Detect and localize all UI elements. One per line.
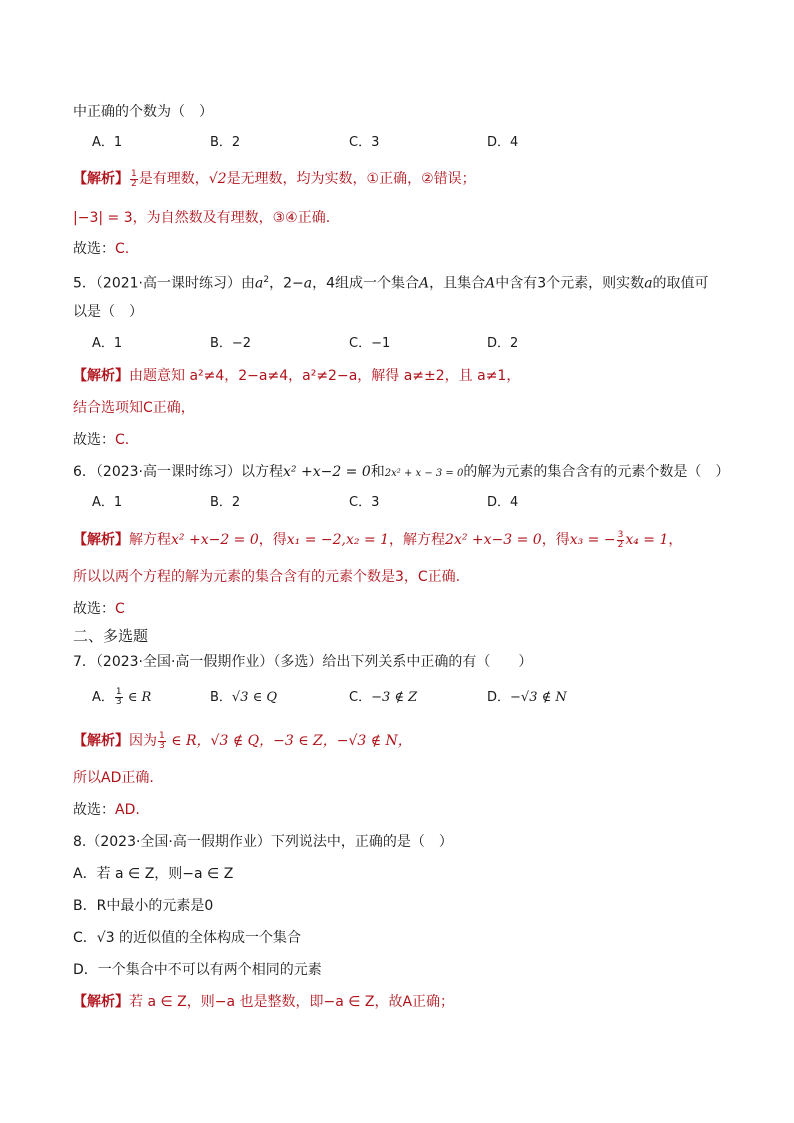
q4-option-c: C．3: [349, 135, 380, 150]
analysis-tag: 【解析】: [73, 532, 129, 548]
q7-option-c: C．−3 ∉ Z: [349, 690, 418, 705]
q7-analysis-line2: 所以AD正确.: [73, 770, 154, 786]
q8-analysis-line1: 【解析】若 a ∈ Z，则−a 也是整数，即−a ∈ Z，故A正确；: [73, 994, 455, 1010]
q5-analysis-line2: 结合选项知C正确，: [73, 400, 195, 416]
q4-option-d: D．4: [487, 135, 519, 150]
q5-option-c: C．−1: [349, 336, 391, 351]
q6-stem: 6．（2023·高一课时练习）以方程x² +x−2 = 0和2x² + x − 3 = 0的解为元素的集合含有的元素个数是（ ）: [73, 464, 730, 480]
q5-option-d: D．2: [487, 336, 519, 351]
q4-analysis-line2: |−3| = 3，为自然数及有理数，③④正确.: [73, 210, 331, 226]
q4-stem-tail: 中正确的个数为（ ）: [73, 104, 213, 120]
q7-analysis-line1: 【解析】因为 $\frac{1}{3}$ ∈ R，√3 ∉ Q，−3 ∈ Z，−√3 ∉ N，: [73, 730, 412, 751]
q7-option-a: A． $\frac{1}{3}$ ∈ R: [92, 687, 152, 707]
q6-option-b: B．2: [210, 495, 241, 510]
analysis-tag: 【解析】: [73, 171, 129, 187]
q7-option-d: D．−√3 ∉ N: [487, 690, 567, 705]
q4-option-b: B．2: [210, 135, 241, 150]
q4-analysis-line1: 【解析】 $\frac{1}{2}$ 是有理数，√2是无理数，均为实数，①正确，②错误；: [73, 168, 476, 189]
fraction-one-third: $\frac{1}{3}$: [159, 730, 165, 751]
q8-stem: 8.（2023·全国·高一假期作业）下列说法中，正确的是（ ）: [73, 834, 453, 850]
q7-answer: 故选：AD.: [73, 802, 140, 818]
q4-option-a: A．1: [92, 135, 123, 150]
q6-option-c: C．3: [349, 495, 380, 510]
q6-option-a: A．1: [92, 495, 123, 510]
q8-option-b: B．R中最小的元素是0: [73, 898, 214, 914]
q7-stem: 7．（2023·全国·高一假期作业）（多选）给出下列关系中正确的有（ ）: [73, 654, 533, 670]
analysis-tag: 【解析】: [73, 994, 129, 1010]
q6-option-d: D．4: [487, 495, 519, 510]
fraction-three-halves: $\frac{3}{2}$: [617, 529, 624, 550]
q8-option-d: D．一个集合中不可以有两个相同的元素: [73, 962, 322, 978]
q5-stem-line1: 5．（2021·高一课时练习）由$a^2$，2−a，4组成一个集合A，且集合A中含有3个元素，则实数a的取值可: [73, 275, 709, 292]
q6-analysis-line2: 所以以两个方程的解为元素的集合含有的元素个数是3，C正确.: [73, 569, 461, 585]
q5-option-b: B．−2: [210, 336, 252, 351]
q5-answer: 故选：C.: [73, 432, 130, 448]
analysis-tag: 【解析】: [73, 733, 129, 749]
q5-option-a: A．1: [92, 336, 123, 351]
fraction-one-half: $\frac{1}{2}$: [131, 168, 137, 189]
analysis-tag: 【解析】: [73, 368, 129, 384]
q6-answer: 故选：C: [73, 601, 125, 617]
sqrt-two: √2: [208, 171, 227, 187]
section-title: 二、多选题: [73, 627, 149, 645]
q5-stem-line2: 以是（ ）: [73, 304, 143, 320]
q7-option-b: B．√3 ∈ Q: [210, 690, 278, 705]
fraction-one-third: $\frac{1}{3}$: [115, 687, 122, 707]
q4-answer: 故选：C.: [73, 241, 130, 257]
q8-option-a: A．若 a ∈ Z，则−a ∈ Z: [73, 866, 234, 882]
q8-option-c: C．√3 的近似值的全体构成一个集合: [73, 930, 302, 946]
q5-analysis-line1: 【解析】由题意知 a²≠4，2−a≠4，a²≠2−a，解得 a≠±2，且 a≠1，: [73, 368, 521, 384]
q6-analysis-line1: 【解析】解方程x² +x−2 = 0，得x₁ = −2,x₂ = 1，解方程2x² +x−3 = 0，得x₃ = − $\frac{3}{2}$ x₄ = 1，: [73, 529, 683, 550]
